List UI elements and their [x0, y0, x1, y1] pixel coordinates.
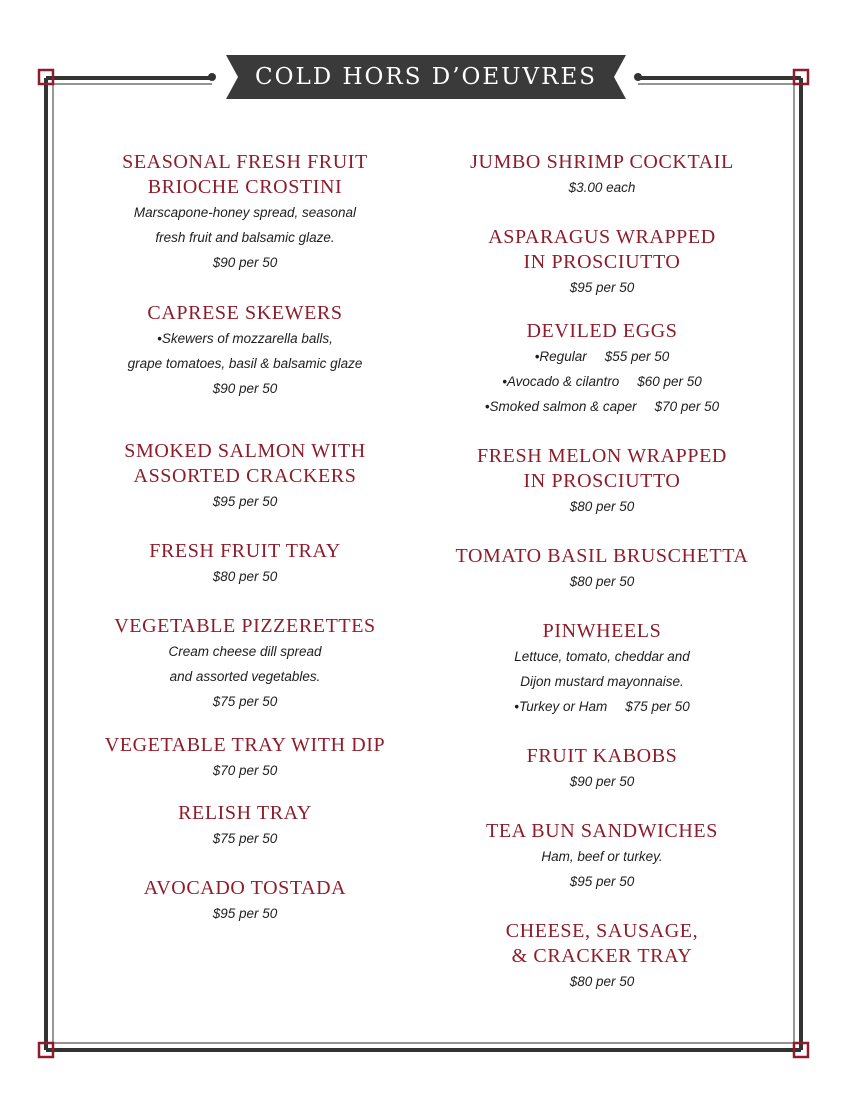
option-label: •Smoked salmon & caper — [484, 399, 637, 414]
item-description: grape tomatoes, basil & balsamic glaze — [127, 356, 363, 371]
item-name: FRUIT KABOBS — [526, 745, 678, 767]
menu-item — [45, 439, 445, 514]
item-name: CAPRESE SKEWERS — [147, 302, 343, 324]
option-price: $60 per 50 — [637, 374, 702, 389]
item-name: RELISH TRAY — [178, 802, 312, 824]
item-name: JUMBO SHRIMP COCKTAIL — [470, 151, 734, 173]
item-name: VEGETABLE PIZZERETTES — [114, 615, 376, 637]
item-name: SEASONAL FRESH FRUIT — [122, 151, 368, 173]
option-label: •Regular — [534, 349, 587, 364]
menu-item — [45, 150, 445, 275]
menu-item — [45, 614, 445, 714]
item-name: FRESH FRUIT TRAY — [149, 540, 341, 562]
item-price: $3.00 each — [568, 180, 636, 195]
menu-item — [402, 619, 802, 719]
item-price: $95 per 50 — [569, 280, 635, 295]
item-name: BRIOCHE CROSTINI — [147, 176, 343, 198]
item-description: Marscapone-honey spread, seasonal — [133, 205, 357, 220]
title-banner — [226, 55, 626, 99]
item-description: Lettuce, tomato, cheddar and — [514, 649, 690, 664]
item-description: Ham, beef or turkey. — [541, 849, 663, 864]
item-price: $80 per 50 — [569, 499, 635, 514]
menu-item — [45, 733, 445, 783]
item-price: $80 per 50 — [569, 574, 635, 589]
menu-item — [402, 319, 802, 419]
item-description: and assorted vegetables. — [169, 669, 321, 684]
option-price: $75 per 50 — [625, 699, 690, 714]
option-price: $70 per 50 — [654, 399, 720, 414]
item-price: $75 per 50 — [212, 694, 278, 709]
menu-item — [45, 539, 445, 589]
item-name: & CRACKER TRAY — [511, 945, 693, 967]
page-title: COLD HORS D’OEUVRES — [254, 64, 598, 90]
menu-item — [45, 801, 445, 851]
item-option — [402, 344, 802, 369]
option-label: •Turkey or Ham — [514, 699, 608, 714]
menu-item — [402, 919, 802, 994]
item-description: Cream cheese dill spread — [168, 644, 322, 659]
item-name: VEGETABLE TRAY WITH DIP — [104, 734, 386, 756]
item-option — [402, 394, 802, 419]
menu-item — [402, 225, 802, 300]
item-name: DEVILED EGGS — [526, 320, 678, 342]
menu-item — [402, 744, 802, 794]
item-name: AVOCADO TOSTADA — [143, 877, 347, 899]
item-name: FRESH MELON WRAPPED — [477, 445, 727, 467]
item-description: Dijon mustard mayonnaise. — [520, 674, 684, 689]
item-name: SMOKED SALMON WITH — [124, 440, 366, 462]
item-price: $95 per 50 — [212, 494, 278, 509]
item-name: ASPARAGUS WRAPPED — [488, 226, 716, 248]
item-price: $95 per 50 — [569, 874, 635, 889]
item-name: ASSORTED CRACKERS — [133, 465, 357, 487]
menu-item — [45, 301, 445, 401]
item-price: $80 per 50 — [212, 569, 278, 584]
item-name: IN PROSCIUTTO — [523, 470, 681, 492]
item-description: fresh fruit and balsamic glaze. — [155, 230, 335, 245]
item-name: TOMATO BASIL BRUSCHETTA — [455, 545, 749, 567]
item-price: $80 per 50 — [569, 974, 635, 989]
item-price: $95 per 50 — [212, 906, 278, 921]
item-price: $90 per 50 — [212, 255, 278, 270]
menu-item — [402, 819, 802, 894]
item-price: $90 per 50 — [212, 381, 278, 396]
item-name: PINWHEELS — [542, 620, 662, 642]
option-label: •Avocado & cilantro — [502, 374, 620, 389]
item-price: $75 per 50 — [212, 831, 278, 846]
item-price: $90 per 50 — [569, 774, 635, 789]
item-name: TEA BUN SANDWICHES — [486, 820, 718, 842]
item-option — [402, 694, 802, 719]
item-price: $70 per 50 — [212, 763, 278, 778]
item-option — [402, 369, 802, 394]
menu-item — [402, 444, 802, 519]
item-description: •Skewers of mozzarella balls, — [157, 331, 333, 346]
menu-item — [402, 150, 802, 200]
item-name: IN PROSCIUTTO — [523, 251, 681, 273]
menu-item — [402, 544, 802, 594]
menu-item — [45, 876, 445, 926]
item-name: CHEESE, SAUSAGE, — [505, 920, 699, 942]
option-price: $55 per 50 — [604, 349, 670, 364]
